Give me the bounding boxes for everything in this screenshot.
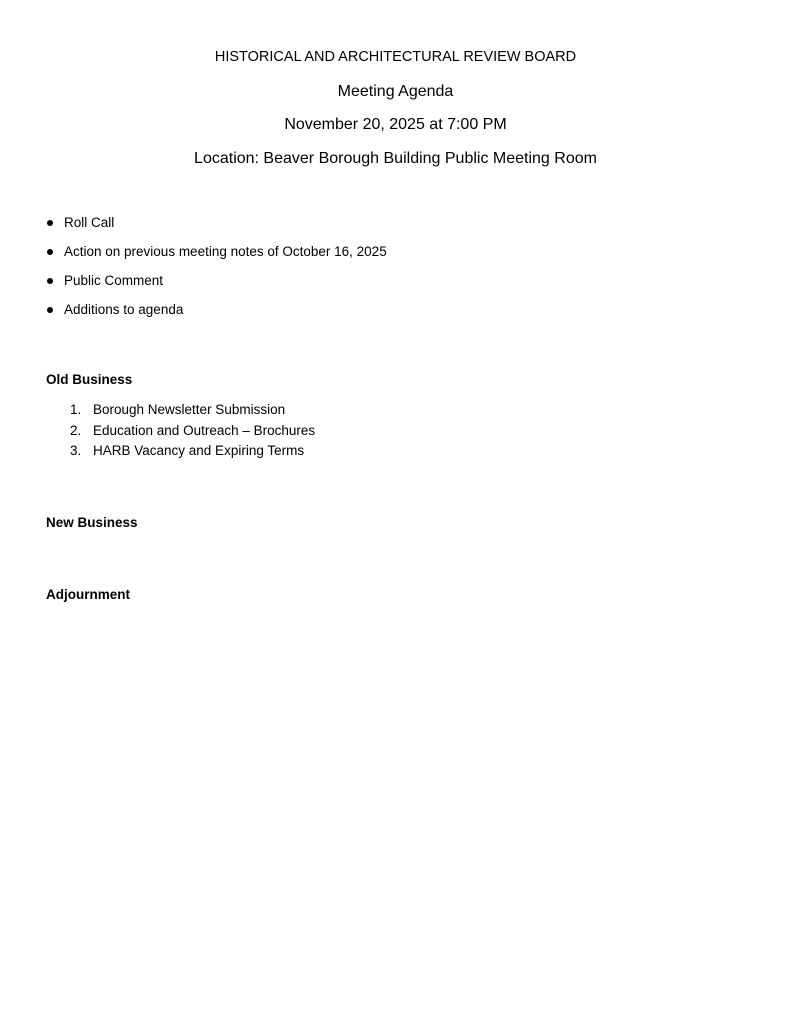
old-business-heading: Old Business [46, 372, 133, 387]
meeting-datetime: November 20, 2025 at 7:00 PM [284, 116, 507, 133]
list-item-text: Additions to agenda [64, 302, 184, 317]
list-item-text: Public Comment [64, 273, 164, 288]
list-item [70, 401, 315, 422]
meeting-location: Location: Beaver Borough Building Public Meeting Room [194, 150, 597, 167]
item-number: 3. [70, 443, 82, 458]
bullet-icon [47, 220, 53, 226]
old-business-list [70, 401, 315, 463]
list-item [70, 442, 315, 463]
list-item [46, 301, 387, 330]
item-number: 2. [70, 422, 82, 438]
list-item-text: Action on previous meeting notes of October 16, 2025 [64, 244, 387, 259]
bullet-icon [47, 307, 53, 313]
new-business-heading: New Business [46, 515, 138, 530]
list-item-text: Borough Newsletter Submission [93, 402, 286, 417]
item-number: 1. [70, 402, 82, 417]
bullet-icon [47, 278, 53, 284]
adjournment-heading: Adjournment [46, 587, 130, 602]
list-item [46, 214, 387, 243]
list-item-text: Roll Call [64, 215, 115, 230]
agenda-bullet-list [46, 214, 387, 330]
agenda-subtitle: Meeting Agenda [337, 83, 454, 100]
list-item-text: Education and Outreach – Brochures [93, 422, 316, 438]
list-item [46, 272, 387, 301]
board-title: HISTORICAL AND ARCHITECTURAL REVIEW BOARD [214, 49, 577, 65]
list-item-text: HARB Vacancy and Expiring Terms [93, 443, 305, 458]
list-item [70, 422, 315, 443]
list-item [46, 243, 387, 272]
bullet-icon [47, 249, 53, 255]
